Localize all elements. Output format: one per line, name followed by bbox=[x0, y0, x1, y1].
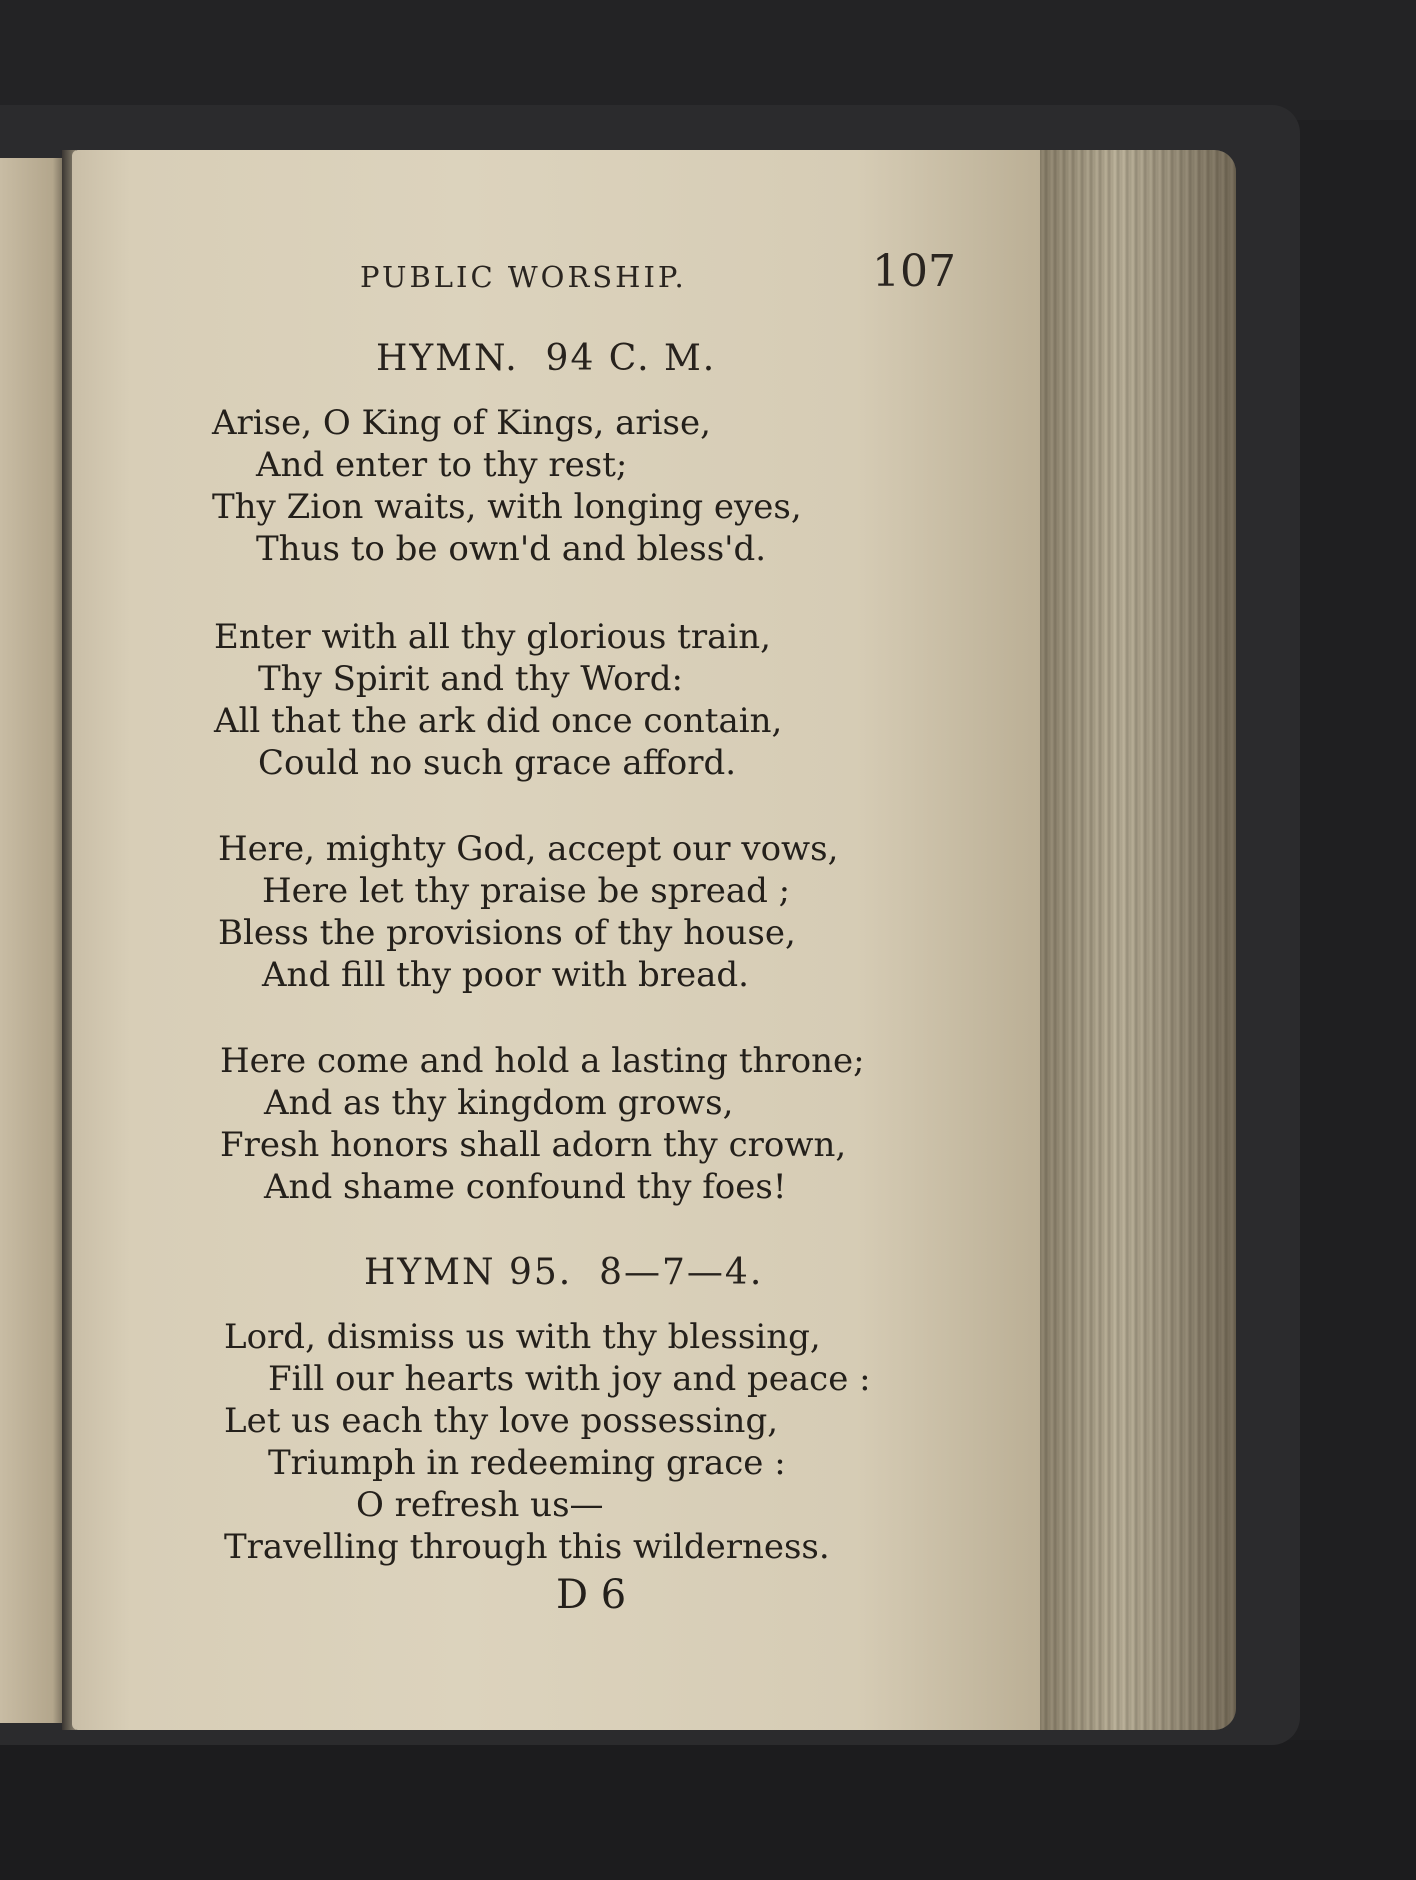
hymn-94-stanza-4 bbox=[220, 1040, 865, 1208]
background-top bbox=[0, 0, 1416, 120]
background-bottom bbox=[0, 1740, 1416, 1880]
verse-line: Arise, O King of Kings, arise, bbox=[212, 403, 711, 443]
verse-line: And as thy kingdom grows, bbox=[264, 1083, 734, 1123]
verse-line: Travelling through this wilderness. bbox=[224, 1527, 830, 1567]
verse-line: Bless the provisions of thy house, bbox=[218, 913, 796, 953]
verse-line: Fresh honors shall adorn thy crown, bbox=[220, 1125, 847, 1165]
hymn-94-stanza-1 bbox=[212, 402, 802, 570]
left-page-edge bbox=[0, 158, 66, 1723]
verse-line: Here, mighty God, accept our vows, bbox=[218, 829, 839, 869]
hymn-94-stanza-2 bbox=[214, 616, 782, 784]
verse-line: And shame confound thy foes! bbox=[264, 1167, 787, 1207]
verse-line: Triumph in redeeming grace : bbox=[268, 1443, 786, 1483]
verse-line: Enter with all thy glorious train, bbox=[214, 617, 771, 657]
hymn-94-stanza-3 bbox=[218, 828, 838, 996]
verse-line: Thus to be own'd and bless'd. bbox=[256, 529, 767, 569]
verse-line: And fill thy poor with bread. bbox=[262, 955, 749, 995]
hymn-95-stanza-1 bbox=[224, 1316, 871, 1568]
running-head: PUBLIC WORSHIP. bbox=[360, 260, 687, 294]
verse-line: All that the ark did once contain, bbox=[214, 701, 783, 741]
page-number: 107 bbox=[872, 246, 956, 297]
verse-line: Thy Spirit and thy Word: bbox=[258, 659, 684, 699]
verse-line: O refresh us— bbox=[356, 1485, 604, 1525]
verse-line: Could no such grace afford. bbox=[258, 743, 737, 783]
verse-line: Lord, dismiss us with thy blessing, bbox=[224, 1317, 821, 1357]
fore-edge-shade bbox=[1040, 150, 1236, 1730]
verse-line: And enter to thy rest; bbox=[256, 445, 628, 485]
verse-line: Thy Zion waits, with longing eyes, bbox=[212, 487, 802, 527]
verse-line: Here come and hold a lasting throne; bbox=[220, 1041, 865, 1081]
hymn-95-title: HYMN 95. 8—7—4. bbox=[364, 1252, 764, 1293]
verse-line: Let us each thy love possessing, bbox=[224, 1401, 779, 1441]
printer-signature: D 6 bbox=[556, 1572, 627, 1618]
verse-line: Here let thy praise be spread ; bbox=[262, 871, 791, 911]
verse-line: Fill our hearts with joy and peace : bbox=[268, 1359, 871, 1399]
hymn-94-title: HYMN. 94 C. M. bbox=[376, 338, 717, 379]
